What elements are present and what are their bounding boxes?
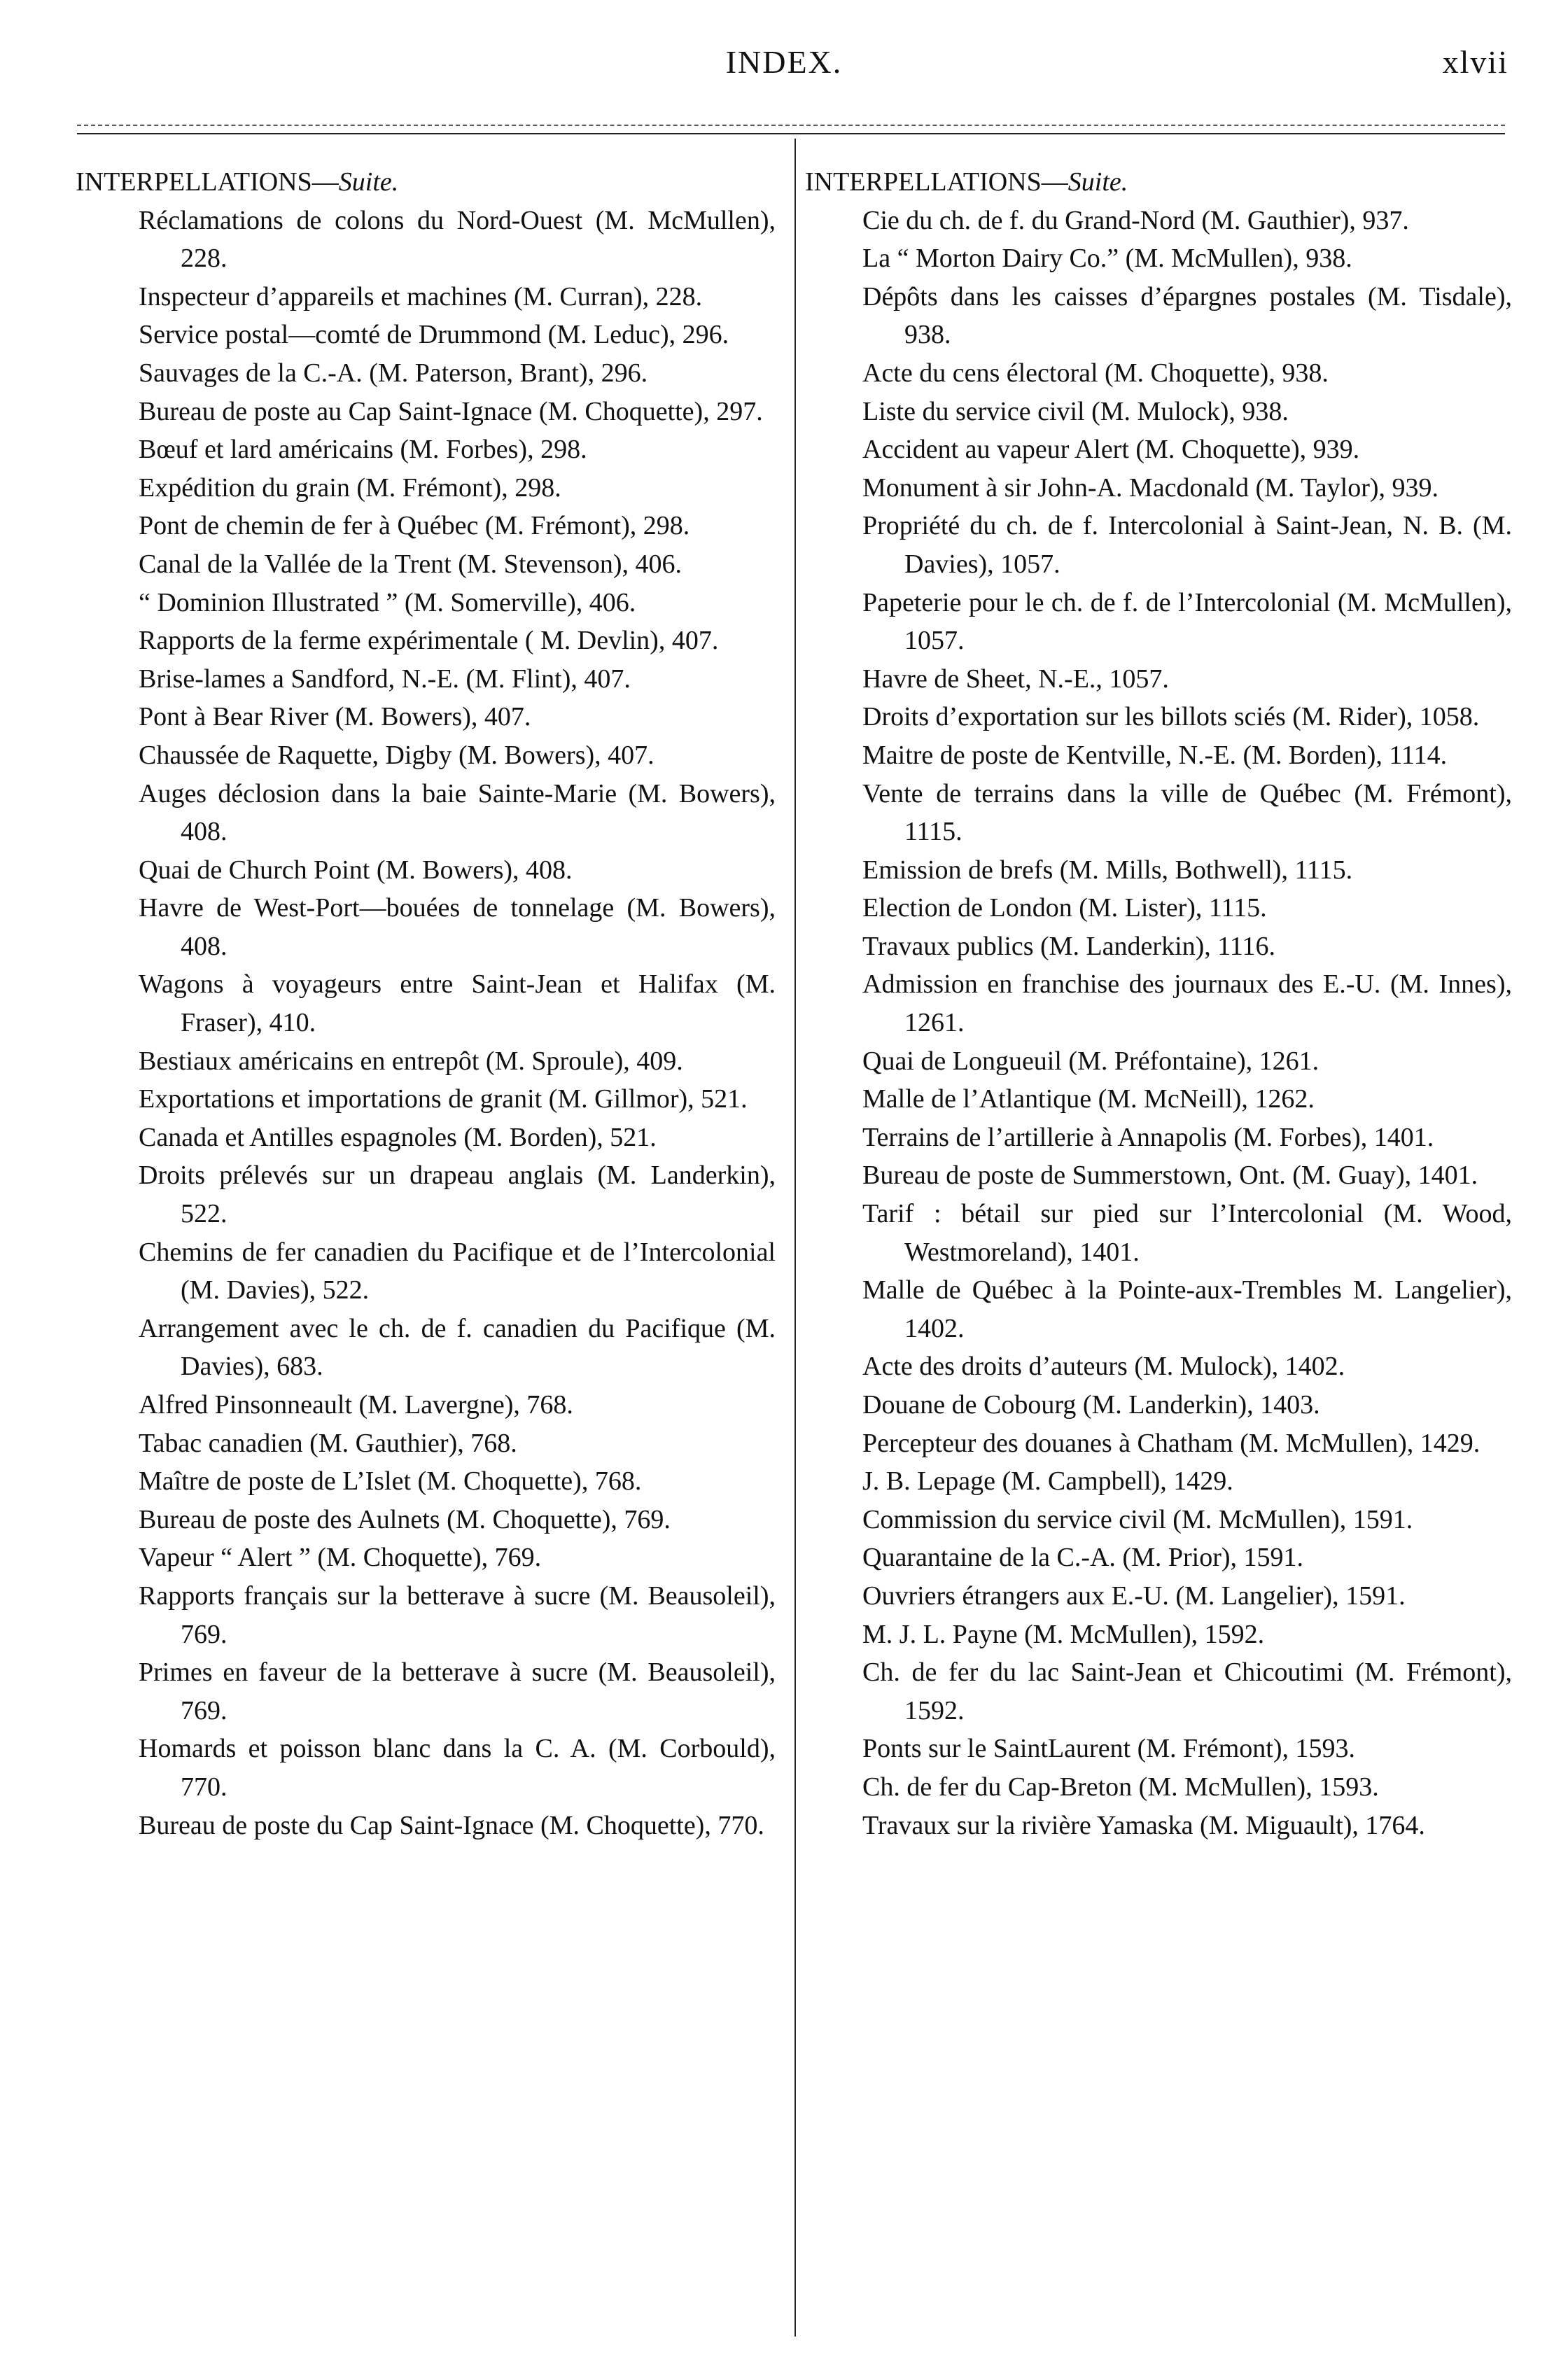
index-entry: Canada et Antilles espagnoles (M. Borden), 521. [139, 1122, 657, 1152]
index-entry: J. B. Lepage (M. Campbell), 1429. [862, 1466, 1233, 1497]
index-entry: Chaussée de Raquette, Digby (M. Bowers), 407. [139, 740, 654, 770]
index-entry: Auges déclosion dans la baie Sainte-Marie (M. Bowers), 408. [139, 778, 776, 847]
index-entry: Bureau de poste de Summerstown, Ont. (M. Guay), 1401. [862, 1161, 1478, 1191]
index-entry: Réclamations de colons du Nord-Ouest (M. McMullen), 228. [139, 205, 776, 274]
index-entry: Douane de Cobourg (M. Landerkin), 1403. [862, 1390, 1320, 1420]
index-entry: Inspecteur d’appareils et machines (M. Curran), 228. [139, 281, 703, 311]
index-entry: Arrangement avec le ch. de f. canadien du Pacifique (M. Davies), 683. [139, 1313, 776, 1382]
header-rule [77, 133, 1505, 134]
left-column-heading [76, 163, 776, 202]
index-entry: Tabac canadien (M. Gauthier), 768. [139, 1428, 517, 1458]
index-entry: Accident au vapeur Alert (M. Choquette), 939. [862, 435, 1360, 465]
index-entry: Travaux publics (M. Landerkin), 1116. [862, 931, 1275, 961]
index-entry: Alfred Pinsonneault (M. Lavergne), 768. [139, 1390, 573, 1420]
index-entry: Homards et poisson blanc dans la C. A. (M. Corbould), 770. [139, 1734, 776, 1802]
index-entry: Sauvages de la C.-A. (M. Paterson, Brant), 296. [139, 358, 648, 388]
index-entry: Havre de West-Port—bouées de tonnelage (M. Bowers), 408. [139, 893, 776, 961]
index-entry: Acte des droits d’auteurs (M. Mulock), 1402. [862, 1352, 1345, 1382]
index-entry: Pont à Bear River (M. Bowers), 407. [139, 702, 531, 732]
index-entry: Wagons à voyageurs entre Saint-Jean et Halifax (M. Fraser), 410. [139, 969, 776, 1038]
index-entry: Liste du service civil (M. Mulock), 938. [862, 396, 1289, 426]
index-entry: Rapports français sur la betterave à sucre (M. Beausoleil), 769. [139, 1581, 776, 1649]
index-entry: Havre de Sheet, N.-E., 1057. [862, 664, 1169, 694]
index-entry: Commission du service civil (M. McMullen), 1591. [862, 1504, 1413, 1534]
left-column [76, 163, 776, 1844]
index-entry: Rapports de la ferme expérimentale ( M. Devlin), 407. [139, 626, 719, 656]
index-entry: Maître de poste de L’Islet (M. Choquette), 768. [139, 1466, 642, 1497]
index-entry: Bureau de poste du Cap Saint-Ignace (M. Choquette), 770. [139, 1810, 764, 1840]
left-heading-text: INTERPELLATIONS— [76, 167, 339, 197]
index-entry: Malle de Québec à la Pointe-aux-Trembles M. Langelier), 1402. [862, 1275, 1512, 1343]
index-entry: Bureau de poste des Aulnets (M. Choquette), 769. [139, 1504, 671, 1534]
index-entry: Travaux sur la rivière Yamaska (M. Miguault), 1764. [862, 1810, 1425, 1840]
index-entry: Quai de Church Point (M. Bowers), 408. [139, 855, 573, 885]
index-entry: Dépôts dans les caisses d’épargnes postales (M. Tisdale), 938. [862, 281, 1512, 350]
index-entry: Brise-lames a Sandford, N.-E. (M. Flint), 407. [139, 664, 631, 694]
index-entry: Monument à sir John-A. Macdonald (M. Taylor), 939. [862, 472, 1439, 503]
index-entry: Papeterie pour le ch. de f. de l’Intercolonial (M. McMullen), 1057. [862, 587, 1512, 656]
index-entry: Tarif : bétail sur pied sur l’Intercolonial (M. Wood, Westmoreland), 1401. [862, 1199, 1512, 1267]
index-entry: Expédition du grain (M. Frémont), 298. [139, 472, 561, 503]
index-entry: Droits d’exportation sur les billots sciés (M. Rider), 1058. [862, 702, 1480, 732]
index-entry: M. J. L. Payne (M. McMullen), 1592. [862, 1619, 1265, 1649]
index-entry: Terrains de l’artillerie à Annapolis (M. Forbes), 1401. [862, 1122, 1434, 1152]
right-column [805, 163, 1512, 1844]
index-entry: Service postal—comté de Drummond (M. Leduc), 296. [139, 320, 729, 350]
index-entry: Ouvriers étrangers aux E.-U. (M. Langelier), 1591. [862, 1581, 1406, 1611]
index-entry: Exportations et importations de granit (M. Gillmor), 521. [139, 1084, 748, 1114]
right-heading-suite: Suite. [1068, 167, 1128, 197]
header-rule-dashed [77, 125, 1505, 126]
index-entry: Pont de chemin de fer à Québec (M. Frémont), 298. [139, 511, 690, 541]
index-entry: Propriété du ch. de f. Intercolonial à Saint-Jean, N. B. (M. Davies), 1057. [862, 511, 1512, 579]
index-entry: Vente de terrains dans la ville de Québec (M. Frémont), 1115. [862, 778, 1512, 847]
index-entry: Droits prélevés sur un drapeau anglais (M. Landerkin), 522. [139, 1161, 776, 1229]
index-entry: La “ Morton Dairy Co.” (M. McMullen), 938. [862, 244, 1352, 274]
index-entry: Quai de Longueuil (M. Préfontaine), 1261. [862, 1046, 1320, 1076]
index-entry: Bureau de poste au Cap Saint-Ignace (M. Choquette), 297. [139, 396, 763, 426]
index-entry: Maitre de poste de Kentville, N.-E. (M. Borden), 1114. [862, 740, 1448, 770]
index-entry: Percepteur des douanes à Chatham (M. McMullen), 1429. [862, 1428, 1480, 1458]
index-entry: Election de London (M. Lister), 1115. [862, 893, 1267, 923]
index-entry: Cie du ch. de f. du Grand-Nord (M. Gauthier), 937. [862, 205, 1409, 235]
index-entry: Primes en faveur de la betterave à sucre (M. Beausoleil), 769. [139, 1658, 776, 1725]
left-entry-list [76, 202, 776, 1845]
index-entry: Quarantaine de la C.-A. (M. Prior), 1591. [862, 1543, 1304, 1573]
column-divider [794, 139, 796, 2337]
right-column-heading [805, 163, 1512, 202]
index-entry: Canal de la Vallée de la Trent (M. Stevenson), 406. [139, 549, 682, 579]
page-number: xlvii [1442, 44, 1508, 80]
index-entry: Chemins de fer canadien du Pacifique et de l’Intercolonial (M. Davies), 522. [139, 1237, 776, 1305]
right-entry-list [805, 202, 1512, 1845]
index-entry: “ Dominion Illustrated ” (M. Somerville), 406. [139, 587, 636, 617]
index-entry: Vapeur “ Alert ” (M. Choquette), 769. [139, 1543, 542, 1573]
index-entry: Bœuf et lard américains (M. Forbes), 298. [139, 435, 587, 465]
index-entry: Ch. de fer du Cap-Breton (M. McMullen), 1593. [862, 1772, 1379, 1802]
index-entry: Malle de l’Atlantique (M. McNeill), 1262. [862, 1084, 1315, 1114]
right-heading-text: INTERPELLATIONS— [805, 167, 1068, 197]
index-entry: Admission en franchise des journaux des E.-U. (M. Innes), 1261. [862, 969, 1512, 1038]
index-entry: Bestiaux américains en entrepôt (M. Sproule), 409. [139, 1046, 683, 1076]
index-entry: Acte du cens électoral (M. Choquette), 938. [862, 358, 1329, 388]
index-entry: Ponts sur le SaintLaurent (M. Frémont), 1593. [862, 1734, 1355, 1764]
index-entry: Emission de brefs (M. Mills, Bothwell), 1115. [862, 855, 1353, 885]
index-entry: Ch. de fer du lac Saint-Jean et Chicoutimi (M. Frémont), 1592. [862, 1658, 1512, 1725]
left-heading-suite: Suite. [338, 167, 399, 197]
page-title: INDEX. [725, 44, 843, 80]
